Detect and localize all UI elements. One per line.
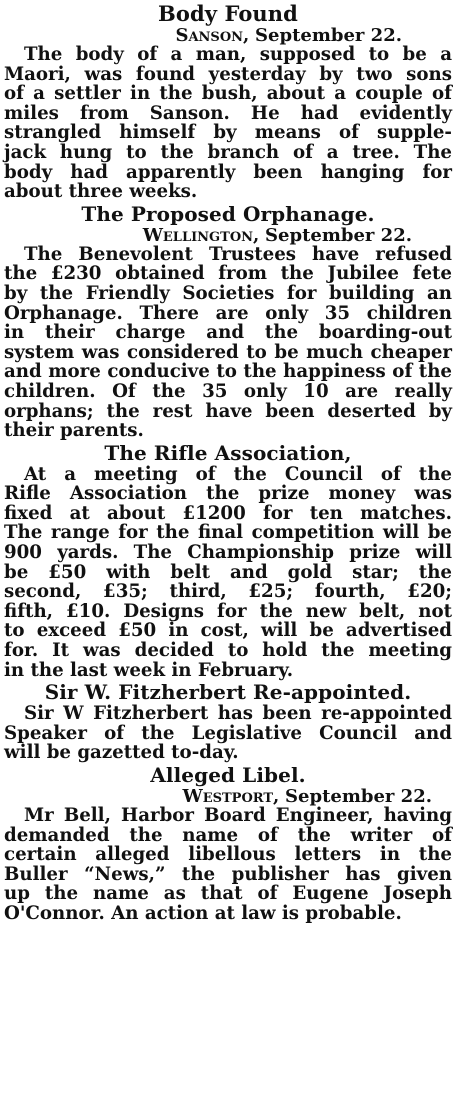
article-proposed-orphanage [4,202,452,441]
article-dateline [4,787,452,806]
text-line: orphans; the rest have been deserted by [4,400,452,422]
text-line: fifth, £10. Designs for the new belt, not [4,600,452,622]
article-rifle-association [4,441,452,681]
text-line: children. Of the 35 only 10 are really [4,380,452,402]
article-dateline [4,226,452,245]
text-line: demanded the name of the writer of [4,824,452,846]
text-line: miles from Sanson. He had evidently [4,102,452,124]
text-line: by the Friendly Societies for building an [4,282,452,304]
dateline-place: Sanson, [175,25,250,46]
article-heading: The Proposed Orphanage. [81,201,375,226]
article-heading: Sir W. Fitzherbert Re-appointed. [44,680,412,705]
text-line: The body of a man, supposed to be a [24,44,452,65]
text-line: in their charge and the boarding-out [4,322,452,344]
text-line: strangled himself by means of supple- [4,122,452,144]
dateline-date: September 22. [265,224,412,246]
dateline-place: Wellington, [142,224,260,246]
text-line: fixed at about £1200 for ten matches. [4,502,452,524]
text-line: be £50 with belt and gold star; the [4,561,452,583]
text-line: 900 yards. The Championship prize will [4,542,452,564]
text-line: O'Connor. An action at law is probable. [4,902,402,924]
article-heading: Alleged Libel. [150,763,306,787]
text-line: jack hung to the branch of a tree. The [4,141,452,163]
text-line: second, £35; third, £25; fourth, £20; [4,581,452,603]
text-line: Sir W Fitzherbert has been re-appointed [24,703,452,725]
text-line: of a settler in the bush, about a couple of [4,83,452,105]
article-heading: Body Found [158,1,298,26]
text-line: for. It was decided to hold the meeting [4,640,452,662]
text-line: body had apparently been hanging for [4,161,452,183]
text-line: system was considered to be much cheaper [4,341,452,363]
article-dateline [4,26,452,45]
dateline-date: September 22. [285,786,432,807]
text-line: about three weeks. [4,181,198,203]
text-line: certain alleged libellous letters in the [4,844,452,866]
article-heading: The Rifle Association, [104,440,352,465]
dateline-date: September 22. [255,25,402,46]
text-line: will be gazetted to-day. [4,742,239,764]
text-line: Orphanage. There are only 35 children [4,302,452,324]
text-line: Speaker of the Legislative Council and [4,722,452,744]
text-line: The Benevolent Trustees have refused [24,243,452,265]
article-fitzherbert [4,680,452,763]
text-line: to exceed £50 in cost, will be advertised [4,620,452,642]
text-line: Buller “News,” the publisher has given [4,863,452,885]
text-line: The range for the final competition will be [4,522,452,544]
text-line: At a meeting of the Council of the [24,463,452,485]
text-line: Mr Bell, Harbor Board Engineer, having [24,805,452,826]
text-line: up the name as that of Eugene Joseph [4,883,452,905]
article-body-found [4,2,452,202]
text-line: in the last week in February. [4,659,294,681]
text-line: their parents. [4,420,144,442]
dateline-place: Westport, [182,786,280,807]
article-alleged-libel [4,763,452,924]
text-line: and more conducive to the happiness of the [4,361,452,383]
text-line: the £230 obtained from the Jubilee fete [4,263,452,285]
text-line: Maori, was found yesterday by two sons [4,63,452,85]
text-line: Rifle Association the prize money was [4,483,452,505]
